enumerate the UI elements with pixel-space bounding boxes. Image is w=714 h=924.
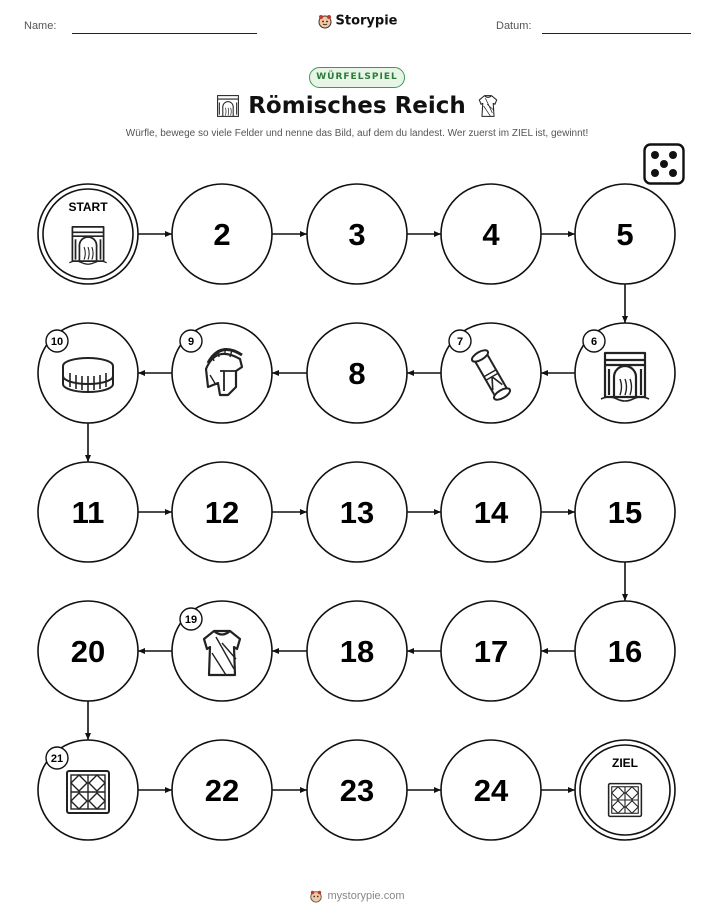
space-number: 10 (50, 336, 64, 348)
board-space-17 (441, 601, 541, 701)
space-number: 15 (607, 495, 643, 530)
space-circle (38, 184, 138, 284)
space-number: 14 (473, 495, 509, 530)
brand-name: Storypie (335, 13, 398, 29)
board-space-16 (575, 601, 675, 701)
mosaic-icon (67, 771, 109, 813)
board-space-9 (172, 323, 272, 423)
space-label: START (68, 200, 108, 214)
space-number: 19 (184, 614, 198, 626)
space-number: 3 (348, 217, 366, 252)
space-number: 2 (213, 217, 231, 252)
board-space-3 (307, 184, 407, 284)
space-number: 11 (71, 495, 105, 530)
space-number: 21 (50, 753, 64, 765)
page-title: Römisches Reich (248, 93, 466, 119)
board-space-6 (575, 323, 675, 423)
board-space-2 (172, 184, 272, 284)
board-space-start (38, 184, 138, 284)
board-space-24 (441, 740, 541, 840)
space-number: 18 (339, 634, 375, 669)
board-space-20 (38, 601, 138, 701)
board-space-22 (172, 740, 272, 840)
space-number: 7 (456, 336, 464, 348)
board-space-18 (307, 601, 407, 701)
space-number: 17 (473, 634, 509, 669)
space-number: 9 (187, 336, 195, 348)
colosseum-icon (63, 358, 113, 392)
space-number: 20 (70, 634, 106, 669)
space-number: 23 (339, 773, 375, 808)
footer-url: mystorypie.com (327, 889, 405, 902)
storypie-logo-icon (309, 889, 323, 903)
board-space-14 (441, 462, 541, 562)
space-number: 12 (204, 495, 240, 530)
board-space-4 (441, 184, 541, 284)
game-type-badge: WÜRFELSPIEL (309, 67, 405, 88)
board-space-11 (38, 462, 138, 562)
space-number: 13 (339, 495, 375, 530)
space-number: 4 (482, 217, 500, 252)
mosaic-icon (609, 784, 642, 817)
space-number: 5 (616, 217, 634, 252)
board-space-8 (307, 323, 407, 423)
name-label: Name: (24, 20, 57, 32)
board-space-5 (575, 184, 675, 284)
board-space-7 (441, 323, 541, 423)
space-number: 6 (590, 336, 598, 348)
board-space-21 (38, 740, 138, 840)
board-space-19 (172, 601, 272, 701)
space-number: 16 (607, 634, 643, 669)
space-number: 24 (473, 773, 509, 808)
board-space-15 (575, 462, 675, 562)
board-space-23 (307, 740, 407, 840)
board-space-ziel (575, 740, 675, 840)
date-label: Datum: (496, 20, 532, 32)
board-space-10 (38, 323, 138, 423)
space-label: ZIEL (612, 756, 638, 770)
space-number: 8 (348, 356, 366, 391)
board-space-13 (307, 462, 407, 562)
space-number: 22 (204, 773, 240, 808)
board-space-12 (172, 462, 272, 562)
instructions: Würfle, bewege so viele Felder und nenne das Bild, auf dem du landest. Wer zuerst im ZIEL ist, gewinnt! (125, 128, 589, 139)
toga-icon (204, 631, 240, 675)
footer (0, 889, 714, 903)
